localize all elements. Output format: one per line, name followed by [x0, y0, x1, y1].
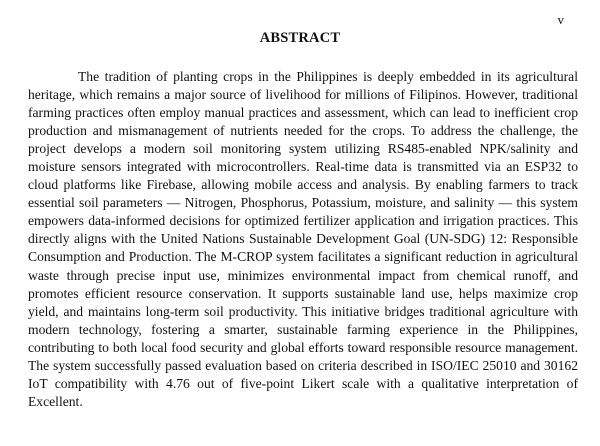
abstract-title: ABSTRACT	[259, 30, 341, 46]
abstract-paragraph: The tradition of planting crops in the Philippines is deeply embedded in its agricultural heritage, which remains a major source of livelihood for millions of Filipinos. However, traditional farming practices often employ manual practices and assessment, which can lead to inefficient crop production and mismanagement of nutrients needed for the crops. To address the challenge, the project develops a modern soil monitoring system utilizing RS485-enabled NPK/salinity and moisture sensors integrated with microcontrollers. Real-time data is transmitted via an ESP32 to cloud platforms like Firebase, allowing mobile access and analysis. By enabling farmers to track essential soil parameters — Nitrogen, Phosphorus, Potassium, moisture, and salinity — this system empowers data-informed decisions for optimized fertilizer application and irrigation practices. This directly aligns with the United Nations Sustainable Development Goal (UN-SDG) 12: Responsible Consumption and Production. The M-CROP system facilitates a significant reduction in agricultural waste through precise input use, minimizes environmental impact from chemical runoff, and promotes efficient resource conservation. It supports sustainable land use, helps maximize crop yield, and maintains long-term soil productivity. This initiative bridges traditional agriculture with modern technology, fostering a smarter, sustainable farming experience in the Philippines, contributing to both local food security and global efforts toward responsible resource management. The system successfully passed evaluation based on criteria described in ISO/IEC 25010 and 30162 IoT compatibility with 4.76 out of five-point Likert scale with a qualitative interpretation of Excellent.	[28, 69, 578, 409]
page-number: v	[557, 12, 564, 27]
